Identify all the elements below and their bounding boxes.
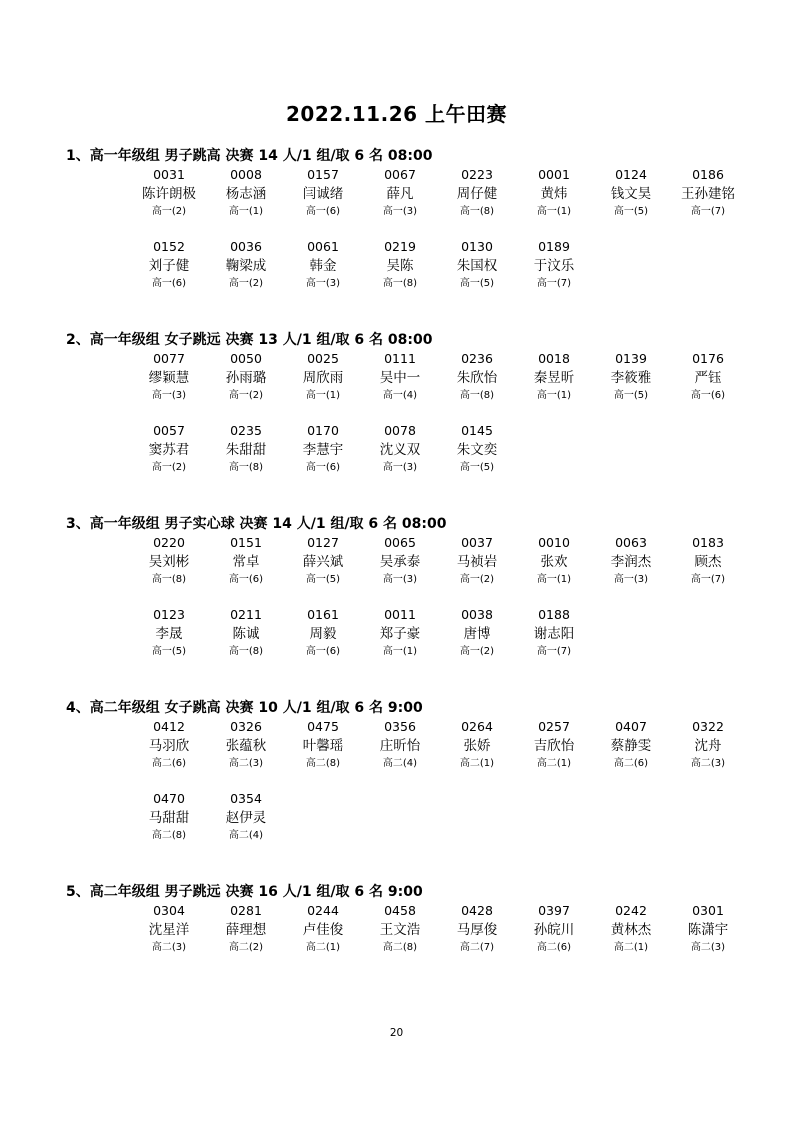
athlete-class: 高二(8) bbox=[151, 830, 187, 841]
athlete-class: 高二(8) bbox=[382, 942, 418, 953]
bib-number: 0322 bbox=[692, 719, 724, 734]
athlete-class: 高一(6) bbox=[151, 278, 187, 289]
athlete-class: 高一(5) bbox=[613, 390, 649, 401]
athlete-entry bbox=[360, 350, 440, 404]
bib-number: 0219 bbox=[384, 239, 416, 254]
athlete-name: 于汶乐 bbox=[533, 258, 575, 274]
bib-number: 0057 bbox=[153, 423, 185, 438]
athlete-entry bbox=[360, 606, 440, 660]
athlete-class: 高一(3) bbox=[382, 574, 418, 585]
event-section bbox=[66, 882, 766, 974]
bib-number: 0186 bbox=[692, 167, 724, 182]
event-section bbox=[66, 330, 766, 494]
athlete-entry bbox=[668, 718, 748, 772]
athlete-name: 闫诚绪 bbox=[302, 186, 344, 202]
athlete-name: 吴陈 bbox=[386, 258, 414, 274]
athlete-name: 朱欣怡 bbox=[456, 370, 498, 386]
athlete-entry bbox=[591, 534, 671, 588]
event-section bbox=[66, 514, 766, 678]
athlete-class: 高二(6) bbox=[536, 942, 572, 953]
athlete-class: 高一(8) bbox=[228, 646, 264, 657]
athlete-class: 高一(8) bbox=[382, 278, 418, 289]
athlete-class: 高一(3) bbox=[613, 574, 649, 585]
athlete-entry bbox=[206, 606, 286, 660]
athlete-name: 顾杰 bbox=[694, 554, 722, 570]
athlete-entry bbox=[206, 534, 286, 588]
athlete-entry bbox=[514, 606, 594, 660]
athlete-name: 严钰 bbox=[694, 370, 722, 386]
athlete-entry bbox=[129, 534, 209, 588]
athlete-entry bbox=[129, 238, 209, 292]
athlete-class: 高一(6) bbox=[228, 574, 264, 585]
athlete-entry bbox=[283, 166, 363, 220]
athlete-name: 刘子健 bbox=[148, 258, 190, 274]
bib-number: 0037 bbox=[461, 535, 493, 550]
athlete-class: 高二(4) bbox=[228, 830, 264, 841]
athlete-name: 蔡静雯 bbox=[610, 738, 652, 754]
athlete-class: 高一(7) bbox=[536, 646, 572, 657]
athlete-name: 薛兴斌 bbox=[302, 554, 344, 570]
athlete-entry bbox=[591, 166, 671, 220]
athlete-name: 陈潇宇 bbox=[687, 922, 729, 938]
athlete-name: 叶馨瑶 bbox=[302, 738, 344, 754]
athlete-class: 高一(8) bbox=[228, 462, 264, 473]
athlete-name: 鞠梁成 bbox=[225, 258, 267, 274]
athlete-class: 高二(8) bbox=[305, 758, 341, 769]
athlete-entry bbox=[514, 166, 594, 220]
athlete-name: 朱甜甜 bbox=[225, 442, 267, 458]
athlete-class: 高一(6) bbox=[305, 462, 341, 473]
bib-number: 0257 bbox=[538, 719, 570, 734]
athlete-class: 高二(3) bbox=[228, 758, 264, 769]
athlete-class: 高一(2) bbox=[459, 646, 495, 657]
athlete-class: 高一(2) bbox=[228, 278, 264, 289]
athlete-entry bbox=[514, 238, 594, 292]
bib-number: 0157 bbox=[307, 167, 339, 182]
athlete-name: 黄炜 bbox=[540, 186, 568, 202]
athlete-class: 高一(5) bbox=[305, 574, 341, 585]
athlete-entry bbox=[129, 902, 209, 956]
athlete-entry bbox=[668, 902, 748, 956]
event-section bbox=[66, 698, 766, 862]
athlete-entry bbox=[591, 718, 671, 772]
athlete-entry bbox=[283, 350, 363, 404]
athlete-class: 高二(1) bbox=[459, 758, 495, 769]
athlete-entry bbox=[360, 902, 440, 956]
athlete-class: 高一(5) bbox=[613, 206, 649, 217]
bib-number: 0304 bbox=[153, 903, 185, 918]
page-number: 20 bbox=[389, 1027, 404, 1039]
bib-number: 0001 bbox=[538, 167, 570, 182]
bib-number: 0078 bbox=[384, 423, 416, 438]
bib-number: 0010 bbox=[538, 535, 570, 550]
athlete-entry bbox=[514, 350, 594, 404]
athlete-row bbox=[66, 606, 766, 678]
bib-number: 0242 bbox=[615, 903, 647, 918]
bib-number: 0188 bbox=[538, 607, 570, 622]
bib-number: 0176 bbox=[692, 351, 724, 366]
bib-number: 0011 bbox=[384, 607, 416, 622]
athlete-name: 卢佳俊 bbox=[302, 922, 344, 938]
athlete-class: 高二(7) bbox=[459, 942, 495, 953]
athlete-entry bbox=[668, 350, 748, 404]
bib-number: 0220 bbox=[153, 535, 185, 550]
athlete-entry bbox=[206, 238, 286, 292]
athlete-entry bbox=[360, 534, 440, 588]
athlete-class: 高一(2) bbox=[151, 206, 187, 217]
athlete-entry bbox=[514, 534, 594, 588]
event-heading: 3、高一年级组 男子实心球 决赛 14 人/1 组/取 6 名 08:00 bbox=[66, 516, 447, 532]
athlete-name: 李慧宇 bbox=[302, 442, 344, 458]
athlete-entry bbox=[437, 718, 517, 772]
athlete-name: 吴承泰 bbox=[379, 554, 421, 570]
bib-number: 0161 bbox=[307, 607, 339, 622]
athlete-entry bbox=[129, 422, 209, 476]
athlete-row bbox=[66, 166, 766, 238]
bib-number: 0067 bbox=[384, 167, 416, 182]
athlete-entry bbox=[360, 166, 440, 220]
athlete-class: 高二(3) bbox=[151, 942, 187, 953]
athlete-entry bbox=[206, 350, 286, 404]
bib-number: 0008 bbox=[230, 167, 262, 182]
athlete-entry bbox=[206, 902, 286, 956]
athlete-name: 周毅 bbox=[309, 626, 337, 642]
athlete-name: 马羽欣 bbox=[148, 738, 190, 754]
athlete-name: 李晟 bbox=[155, 626, 183, 642]
athlete-name: 吉欣怡 bbox=[533, 738, 575, 754]
event-heading: 5、高二年级组 男子跳远 决赛 16 人/1 组/取 6 名 9:00 bbox=[66, 884, 423, 900]
athlete-class: 高一(5) bbox=[459, 278, 495, 289]
athlete-name: 马厚俊 bbox=[456, 922, 498, 938]
athlete-entry bbox=[283, 902, 363, 956]
event-heading: 4、高二年级组 女子跳高 决赛 10 人/1 组/取 6 名 9:00 bbox=[66, 700, 423, 716]
athlete-name: 张蕴秋 bbox=[225, 738, 267, 754]
bib-number: 0264 bbox=[461, 719, 493, 734]
athlete-name: 孙雨璐 bbox=[225, 370, 267, 386]
athlete-name: 谢志阳 bbox=[533, 626, 575, 642]
athlete-class: 高一(1) bbox=[228, 206, 264, 217]
athlete-class: 高一(3) bbox=[305, 278, 341, 289]
event-heading: 2、高一年级组 女子跳远 决赛 13 人/1 组/取 6 名 08:00 bbox=[66, 332, 433, 348]
athlete-row bbox=[66, 902, 766, 974]
athlete-name: 缪颖慧 bbox=[148, 370, 190, 386]
athlete-entry bbox=[283, 422, 363, 476]
athlete-name: 沈星洋 bbox=[148, 922, 190, 938]
athlete-entry bbox=[206, 166, 286, 220]
bib-number: 0077 bbox=[153, 351, 185, 366]
athlete-name: 陈诚 bbox=[232, 626, 260, 642]
athlete-class: 高二(3) bbox=[690, 942, 726, 953]
bib-number: 0281 bbox=[230, 903, 262, 918]
athlete-entry bbox=[591, 350, 671, 404]
athlete-entry bbox=[514, 718, 594, 772]
athlete-entry bbox=[437, 350, 517, 404]
athlete-name: 朱国权 bbox=[456, 258, 498, 274]
athlete-name: 陈许朗极 bbox=[142, 186, 196, 202]
athlete-name: 沈舟 bbox=[694, 738, 722, 754]
bib-number: 0038 bbox=[461, 607, 493, 622]
athlete-name: 马甜甜 bbox=[148, 810, 190, 826]
athlete-entry bbox=[437, 902, 517, 956]
athlete-entry bbox=[437, 166, 517, 220]
bib-number: 0050 bbox=[230, 351, 262, 366]
bib-number: 0183 bbox=[692, 535, 724, 550]
page-title: 2022.11.26 上午田赛 bbox=[286, 102, 507, 126]
bib-number: 0130 bbox=[461, 239, 493, 254]
bib-number: 0036 bbox=[230, 239, 262, 254]
athlete-class: 高二(1) bbox=[536, 758, 572, 769]
bib-number: 0139 bbox=[615, 351, 647, 366]
athlete-class: 高二(3) bbox=[690, 758, 726, 769]
athlete-row bbox=[66, 790, 766, 862]
athlete-name: 李筱雅 bbox=[610, 370, 652, 386]
athlete-entry bbox=[591, 902, 671, 956]
athlete-name: 郑子豪 bbox=[379, 626, 421, 642]
bib-number: 0211 bbox=[230, 607, 262, 622]
athlete-entry bbox=[668, 166, 748, 220]
athlete-class: 高一(7) bbox=[690, 206, 726, 217]
athlete-name: 黄林杰 bbox=[610, 922, 652, 938]
athlete-class: 高一(1) bbox=[382, 646, 418, 657]
bib-number: 0356 bbox=[384, 719, 416, 734]
athlete-name: 周仔健 bbox=[456, 186, 498, 202]
bib-number: 0428 bbox=[461, 903, 493, 918]
athlete-entry bbox=[437, 534, 517, 588]
bib-number: 0407 bbox=[615, 719, 647, 734]
athlete-entry bbox=[129, 718, 209, 772]
athlete-entry bbox=[514, 902, 594, 956]
athlete-entry bbox=[283, 238, 363, 292]
athlete-name: 常卓 bbox=[232, 554, 260, 570]
athlete-entry bbox=[129, 606, 209, 660]
athlete-name: 秦昱昕 bbox=[533, 370, 575, 386]
bib-number: 0223 bbox=[461, 167, 493, 182]
athlete-entry bbox=[129, 790, 209, 844]
athlete-class: 高二(4) bbox=[382, 758, 418, 769]
athlete-name: 庄昕怡 bbox=[379, 738, 421, 754]
athlete-entry bbox=[129, 350, 209, 404]
athlete-row bbox=[66, 422, 766, 494]
athlete-name: 薛凡 bbox=[386, 186, 414, 202]
athlete-name: 张娇 bbox=[463, 738, 491, 754]
athlete-class: 高二(6) bbox=[151, 758, 187, 769]
athlete-class: 高一(6) bbox=[305, 646, 341, 657]
athlete-class: 高一(8) bbox=[151, 574, 187, 585]
athlete-name: 孙皖川 bbox=[533, 922, 575, 938]
athlete-class: 高一(7) bbox=[690, 574, 726, 585]
bib-number: 0236 bbox=[461, 351, 493, 366]
athlete-class: 高二(6) bbox=[613, 758, 649, 769]
athlete-class: 高一(5) bbox=[459, 462, 495, 473]
athlete-class: 高一(4) bbox=[382, 390, 418, 401]
athlete-entry bbox=[206, 718, 286, 772]
athlete-name: 吴刘彬 bbox=[148, 554, 190, 570]
bib-number: 0018 bbox=[538, 351, 570, 366]
bib-number: 0145 bbox=[461, 423, 493, 438]
athlete-row bbox=[66, 350, 766, 422]
bib-number: 0127 bbox=[307, 535, 339, 550]
athlete-entry bbox=[283, 718, 363, 772]
athlete-name: 周欣雨 bbox=[302, 370, 344, 386]
event-heading: 1、高一年级组 男子跳高 决赛 14 人/1 组/取 6 名 08:00 bbox=[66, 148, 433, 164]
bib-number: 0065 bbox=[384, 535, 416, 550]
athlete-entry bbox=[437, 606, 517, 660]
bib-number: 0031 bbox=[153, 167, 185, 182]
athlete-name: 赵伊灵 bbox=[225, 810, 267, 826]
athlete-name: 唐博 bbox=[463, 626, 491, 642]
bib-number: 0063 bbox=[615, 535, 647, 550]
bib-number: 0111 bbox=[384, 351, 416, 366]
athlete-class: 高二(1) bbox=[305, 942, 341, 953]
athlete-entry bbox=[360, 238, 440, 292]
athlete-entry bbox=[206, 422, 286, 476]
bib-number: 0354 bbox=[230, 791, 262, 806]
athlete-class: 高一(2) bbox=[228, 390, 264, 401]
athlete-entry bbox=[129, 166, 209, 220]
bib-number: 0189 bbox=[538, 239, 570, 254]
bib-number: 0397 bbox=[538, 903, 570, 918]
athlete-name: 窦苏君 bbox=[148, 442, 190, 458]
athlete-class: 高一(3) bbox=[151, 390, 187, 401]
bib-number: 0458 bbox=[384, 903, 416, 918]
athlete-name: 朱文奕 bbox=[456, 442, 498, 458]
athlete-entry bbox=[360, 718, 440, 772]
athlete-name: 李润杰 bbox=[610, 554, 652, 570]
bib-number: 0025 bbox=[307, 351, 339, 366]
athlete-class: 高一(6) bbox=[690, 390, 726, 401]
athlete-class: 高二(1) bbox=[613, 942, 649, 953]
bib-number: 0244 bbox=[307, 903, 339, 918]
athlete-entry bbox=[360, 422, 440, 476]
bib-number: 0301 bbox=[692, 903, 724, 918]
bib-number: 0151 bbox=[230, 535, 262, 550]
athlete-class: 高一(3) bbox=[382, 206, 418, 217]
athlete-row bbox=[66, 718, 766, 790]
athlete-class: 高一(8) bbox=[459, 390, 495, 401]
athlete-entry bbox=[283, 534, 363, 588]
athlete-class: 高一(8) bbox=[459, 206, 495, 217]
athlete-row bbox=[66, 238, 766, 310]
bib-number: 0123 bbox=[153, 607, 185, 622]
athlete-class: 高一(1) bbox=[305, 390, 341, 401]
athlete-name: 沈义双 bbox=[379, 442, 421, 458]
athlete-class: 高一(1) bbox=[536, 390, 572, 401]
athlete-class: 高一(3) bbox=[382, 462, 418, 473]
bib-number: 0326 bbox=[230, 719, 262, 734]
bib-number: 0475 bbox=[307, 719, 339, 734]
athlete-name: 钱文昊 bbox=[610, 186, 652, 202]
athlete-name: 韩金 bbox=[309, 258, 337, 274]
athlete-entry bbox=[437, 422, 517, 476]
athlete-row bbox=[66, 534, 766, 606]
bib-number: 0152 bbox=[153, 239, 185, 254]
athlete-class: 高一(5) bbox=[151, 646, 187, 657]
athlete-name: 吴中一 bbox=[379, 370, 421, 386]
athlete-class: 高一(2) bbox=[459, 574, 495, 585]
athlete-class: 高一(1) bbox=[536, 206, 572, 217]
bib-number: 0470 bbox=[153, 791, 185, 806]
bib-number: 0412 bbox=[153, 719, 185, 734]
athlete-class: 高一(6) bbox=[305, 206, 341, 217]
athlete-entry bbox=[206, 790, 286, 844]
athlete-entry bbox=[437, 238, 517, 292]
athlete-name: 杨志涵 bbox=[225, 186, 267, 202]
athlete-name: 王文浩 bbox=[379, 922, 421, 938]
athlete-class: 高一(1) bbox=[536, 574, 572, 585]
bib-number: 0124 bbox=[615, 167, 647, 182]
athlete-name: 马祯岩 bbox=[456, 554, 498, 570]
athlete-class: 高一(7) bbox=[536, 278, 572, 289]
athlete-name: 薛理想 bbox=[225, 922, 267, 938]
bib-number: 0170 bbox=[307, 423, 339, 438]
athlete-name: 张欢 bbox=[540, 554, 568, 570]
athlete-class: 高二(2) bbox=[228, 942, 264, 953]
athlete-name: 王孙建铭 bbox=[681, 186, 735, 202]
bib-number: 0235 bbox=[230, 423, 262, 438]
athlete-entry bbox=[668, 534, 748, 588]
athlete-class: 高一(2) bbox=[151, 462, 187, 473]
bib-number: 0061 bbox=[307, 239, 339, 254]
athlete-entry bbox=[283, 606, 363, 660]
event-section bbox=[66, 146, 766, 310]
